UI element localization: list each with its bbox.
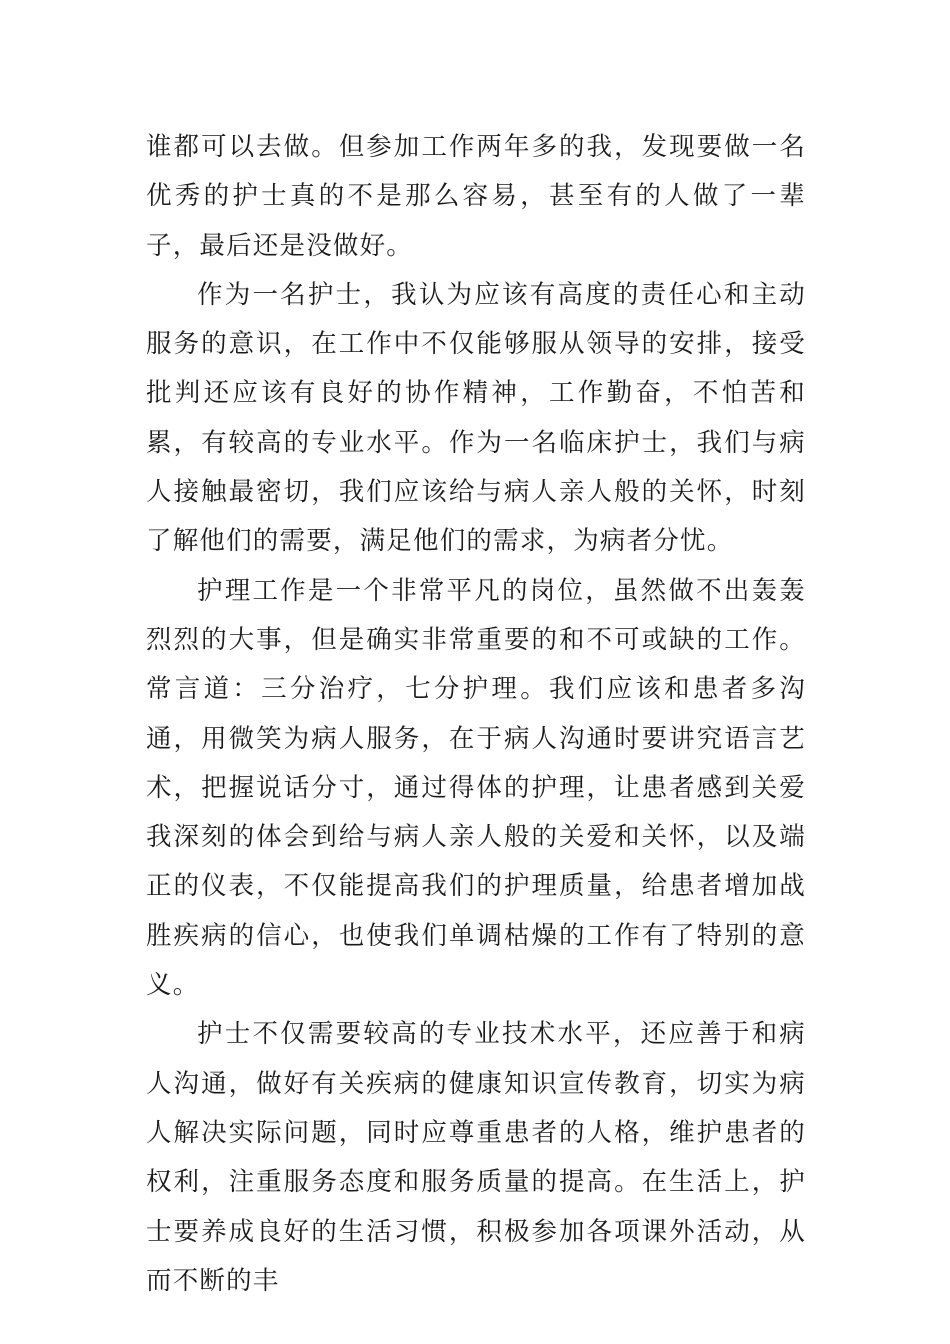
paragraph-continuation: 谁都可以去做。但参加工作两年多的我，发现要做一名优秀的护士真的不是那么容易，甚至有的人做了一辈子，最后还是没做好。 [146, 132, 806, 261]
document-body [146, 123, 806, 1306]
paragraph-nursing-work: 护理工作是一个非常平凡的岗位，虽然做不出轰轰烈烈的大事，但是确实非常重要的和不可或缺的工作。常言道：三分治疗，七分护理。我们应该和患者多沟通，用微笑为病人服务，在于病人沟通时要讲究语言艺术，把握说话分寸，通过得体的护理，让患者感到关爱我深刻的体会到给与病人亲人般的关爱和关怀，以及端正的仪表，不仅能提高我们的护理质量，给患者增加战胜疾病的信心，也使我们单调枯燥的工作有了特别的意义。 [146, 575, 806, 1001]
paragraph-nurse-responsibility: 作为一名护士，我认为应该有高度的责任心和主动服务的意识，在工作中不仅能够服从领导的安排，接受批判还应该有良好的协作精神，工作勤奋，不怕苦和累，有较高的专业水平。作为一名临床护士，我们与病人接触最密切，我们应该给与病人亲人般的关怀，时刻了解他们的需要，满足他们的需求，为病者分忧。 [146, 279, 806, 557]
paragraph-nurse-skills: 护士不仅需要较高的专业技术水平，还应善于和病人沟通，做好有关疾病的健康知识宣传教育，切实为病人解决实际问题，同时应尊重患者的人格，维护患者的权利，注重服务态度和服务质量的提高。在生活上，护士要养成良好的生活习惯，积极参加各项课外活动，从而不断的丰 [146, 1019, 806, 1296]
